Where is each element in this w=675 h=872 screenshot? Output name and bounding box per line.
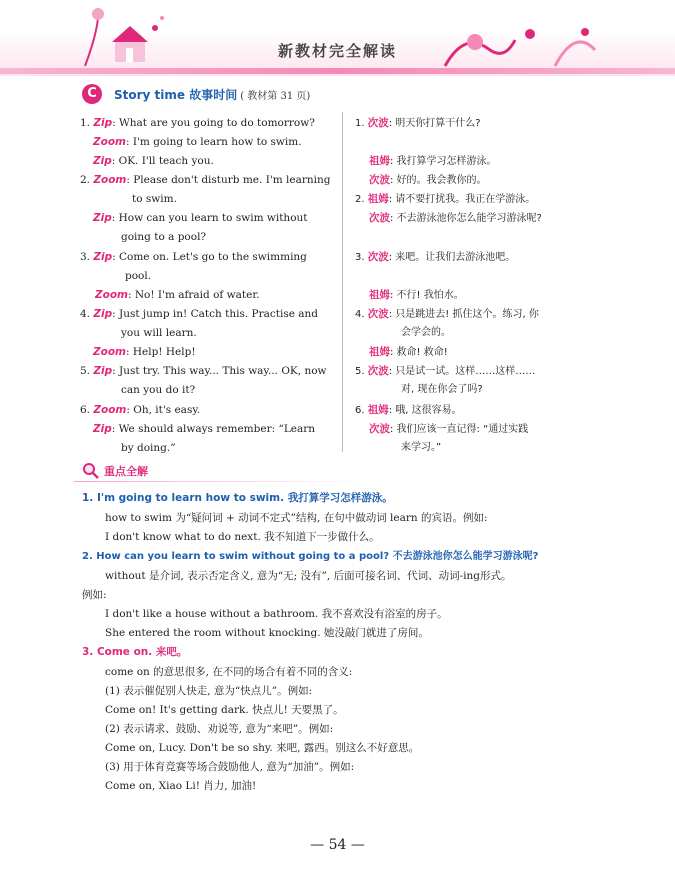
key-point-line: (1) 表示催促别人快走, 意为“快点儿”。例如: — [105, 685, 313, 697]
dialogue-line: you will learn. — [121, 327, 197, 339]
dialogue-line: Zip: OK. I'll teach you. — [93, 155, 214, 167]
key-point-line: how to swim 为“疑问词 + 动词不定式”结构, 在句中做动词 learn 的宾语。例如: — [105, 512, 488, 524]
dialogue-line: can you do it? — [121, 384, 196, 396]
key-point-line: (3) 用于体育竞赛等场合鼓励他人, 意为“加油”。例如: — [105, 761, 355, 773]
key-points-underline — [74, 481, 374, 482]
dialogue-line: Zoom: I'm going to learn how to swim. — [93, 136, 302, 148]
speaker-name: 祖姆 — [367, 404, 389, 416]
key-point-line: come on 的意思很多, 在不同的场合有着不同的含义: — [105, 666, 353, 678]
speaker-name: 次波 — [369, 174, 390, 186]
key-point-line: (2) 表示请求、鼓励、劝说等, 意为“来吧”。例如: — [105, 723, 334, 735]
speaker-name: Zip — [93, 212, 112, 224]
dialogue-line: 会学会的。 — [401, 327, 451, 338]
section-badge: C — [82, 84, 102, 104]
dialogue-line: 来学习。” — [401, 442, 442, 453]
speaker-name: 次波 — [367, 308, 389, 320]
dialogue-line: 3. 次波: 来吧。让我们去游泳池吧。 — [355, 251, 516, 263]
key-point-line: Come on! It's getting dark. 快点儿! 天要黑了。 — [105, 704, 344, 716]
dialogue-line: 次波: 好的。我会教你的。 — [369, 174, 487, 186]
key-point-line: I don't know what to do next. 我不知道下一步做什么。 — [105, 531, 380, 543]
key-point-line: I don't like a house without a bathroom. 我不喜欢没有浴室的房子。 — [105, 608, 448, 620]
key-points-heading — [82, 462, 148, 480]
speaker-name: Zip — [93, 155, 112, 167]
speaker-name: Zip — [93, 251, 113, 263]
dialogue-line: 祖姆: 不行! 我怕水。 — [369, 289, 464, 301]
dialogue-line: 4. 次波: 只是跳进去! 抓住这个。练习, 你 — [355, 308, 539, 320]
dialogue-line: 1. 次波: 明天你打算干什么? — [355, 117, 481, 129]
speaker-name: Zip — [93, 308, 113, 320]
textbook-reference: ( 教材第 31 页) — [240, 90, 311, 102]
speaker-name: 次波 — [367, 365, 389, 377]
key-point-line: Come on, Lucy. Don't be so shy. 来吧, 露西。别这么不好意思。 — [105, 742, 420, 754]
key-point-heading: 2. How can you learn to swim without going to a pool? 不去游泳池你怎么能学习游泳呢? — [82, 551, 539, 562]
speaker-name: 次波 — [369, 423, 390, 435]
header-divider — [0, 68, 675, 74]
dialogue-line: 6. Zoom: Oh, it's easy. — [80, 404, 201, 416]
dialogue-line: 对, 现在你会了吗? — [401, 384, 483, 395]
section-heading — [82, 83, 310, 105]
section-title: Story time 故事时间 — [114, 87, 238, 102]
speaker-name: Zoom — [93, 404, 127, 416]
dialogue-line: 2. 祖姆: 请不要打扰我。我正在学游泳。 — [355, 193, 536, 205]
dialogue-line: 祖姆: 救命! 救命! — [369, 346, 448, 358]
dialogue-line: 4. Zip: Just jump in! Catch this. Practise and — [80, 308, 318, 320]
speaker-name: Zoom — [93, 174, 127, 186]
magnifier-icon — [82, 462, 100, 480]
speaker-name: 祖姆 — [369, 155, 390, 167]
key-points-title: 重点全解 — [104, 465, 148, 478]
dialogue-line: 3. Zip: Come on. Let's go to the swimming — [80, 251, 307, 263]
dialogue-line: 1. Zip: What are you going to do tomorrow? — [80, 117, 315, 129]
dialogue-line: Zoom: No! I'm afraid of water. — [95, 289, 260, 301]
key-point-heading: 1. I'm going to learn how to swim. 我打算学习怎样游泳。 — [82, 492, 393, 504]
speaker-name: 次波 — [367, 117, 389, 129]
speaker-name: Zoom — [95, 289, 128, 301]
dialogue-line: to swim. — [132, 193, 177, 205]
dialogue-line: by doing.” — [121, 442, 176, 454]
dialogue-line: 次波: 不去游泳池你怎么能学习游泳呢? — [369, 212, 542, 224]
speaker-name: 祖姆 — [367, 193, 389, 205]
speaker-name: 次波 — [367, 251, 389, 263]
dialogue-line: 祖姆: 我打算学习怎样游泳。 — [369, 155, 497, 167]
dialogue-line: 次波: 我们应该一直记得: “通过实践 — [369, 423, 529, 435]
key-point-line: without 是介词, 表示否定含义, 意为“无; 没有”, 后面可接名词、代词、动词-ing形式。 — [105, 570, 512, 582]
key-point-line: 例如: — [82, 589, 107, 601]
dialogue-line: 2. Zoom: Please don't disturb me. I'm learning — [80, 174, 331, 186]
speaker-name: 祖姆 — [369, 289, 390, 301]
dialogue-line: pool. — [125, 270, 152, 282]
key-point-heading: 3. Come on. 来吧。 — [82, 646, 188, 658]
key-point-line: She entered the room without knocking. 她没敲门就进了房间。 — [105, 627, 429, 639]
speaker-name: Zoom — [93, 346, 126, 358]
page-number: — 54 — — [310, 837, 365, 853]
column-divider — [342, 112, 343, 452]
speaker-name: Zip — [93, 117, 113, 129]
speaker-name: Zoom — [93, 136, 126, 148]
dialogue-line: going to a pool? — [121, 231, 207, 243]
speaker-name: 次波 — [369, 212, 390, 224]
dialogue-line: 5. 次波: 只是试一试。这样……这样…… — [355, 365, 536, 377]
dialogue-line: Zoom: Help! Help! — [93, 346, 196, 358]
book-title: 新教材完全解读 — [277, 42, 397, 60]
speaker-name: 祖姆 — [369, 346, 390, 358]
speaker-name: Zip — [93, 365, 113, 377]
dialogue-line: 5. Zip: Just try. This way... This way... OK, now — [80, 365, 327, 377]
dialogue-line: Zip: How can you learn to swim without — [93, 212, 308, 224]
dialogue-line: Zip: We should always remember: “Learn — [93, 423, 316, 435]
dialogue-line: 6. 祖姆: 哦, 这很容易。 — [355, 404, 462, 416]
speaker-name: Zip — [93, 423, 112, 435]
key-point-line: Come on, Xiao Li! 肖力, 加油! — [105, 780, 257, 792]
